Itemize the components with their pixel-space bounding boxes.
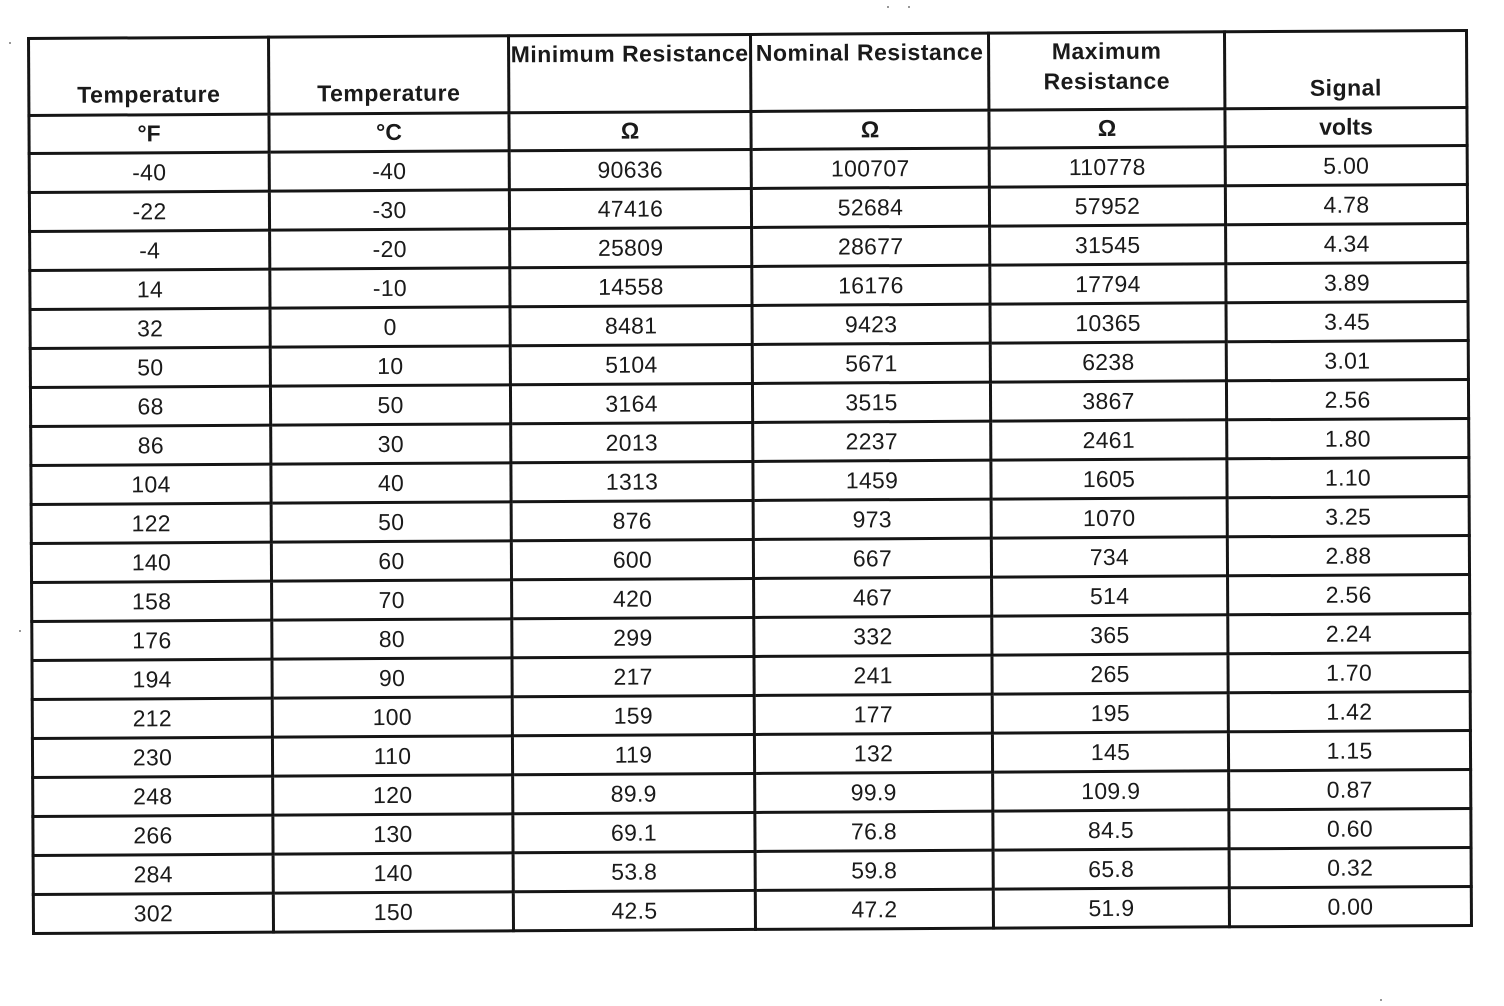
cell-max-resistance: 365 — [992, 615, 1228, 655]
cell-nominal-resistance: 59.8 — [755, 850, 993, 890]
cell-temp-f: 14 — [30, 269, 270, 309]
cell-nominal-resistance: 2237 — [753, 421, 991, 461]
cell-temp-f: 176 — [32, 620, 272, 660]
sensor-resistance-table — [27, 29, 1473, 935]
cell-nominal-resistance: 241 — [754, 655, 992, 695]
cell-temp-f: 140 — [31, 542, 271, 582]
cell-max-resistance: 1070 — [991, 498, 1227, 538]
cell-nominal-resistance: 99.9 — [755, 772, 993, 812]
cell-temp-f: 248 — [33, 776, 273, 816]
cell-min-resistance: 217 — [512, 656, 754, 696]
cell-signal-volts: 0.32 — [1229, 847, 1471, 887]
header-temperature-f: Temperature — [29, 37, 269, 115]
cell-temp-c: 130 — [273, 814, 513, 854]
cell-nominal-resistance: 9423 — [752, 304, 990, 344]
table-body — [29, 145, 1471, 933]
cell-temp-c: 0 — [270, 307, 510, 347]
cell-temp-f: 212 — [32, 698, 272, 738]
table-header — [29, 30, 1468, 153]
cell-signal-volts: 4.34 — [1226, 223, 1468, 263]
unit-fahrenheit: °F — [29, 114, 269, 153]
cell-signal-volts: 1.15 — [1228, 730, 1470, 770]
unit-celsius: °C — [269, 113, 509, 152]
cell-signal-volts: 1.10 — [1227, 457, 1469, 497]
cell-max-resistance: 514 — [992, 576, 1228, 616]
cell-signal-volts: 0.87 — [1229, 769, 1471, 809]
cell-temp-c: 150 — [273, 892, 513, 932]
cell-min-resistance: 3164 — [510, 383, 752, 423]
cell-max-resistance: 145 — [992, 732, 1228, 772]
cell-max-resistance: 17794 — [990, 264, 1226, 304]
cell-max-resistance: 6238 — [990, 342, 1226, 382]
cell-max-resistance: 109.9 — [993, 771, 1229, 811]
cell-max-resistance: 2461 — [991, 420, 1227, 460]
cell-temp-f: 230 — [32, 737, 272, 777]
header-title-row — [29, 30, 1467, 115]
cell-min-resistance: 600 — [511, 539, 753, 579]
unit-volts: volts — [1225, 107, 1467, 146]
cell-temp-f: 194 — [32, 659, 272, 699]
cell-nominal-resistance: 1459 — [753, 460, 991, 500]
cell-temp-f: 50 — [30, 347, 270, 387]
sensor-resistance-table-container — [27, 29, 1470, 935]
cell-nominal-resistance: 28677 — [752, 226, 990, 266]
cell-signal-volts: 4.78 — [1225, 184, 1467, 224]
cell-min-resistance: 420 — [512, 578, 754, 618]
cell-min-resistance: 2013 — [511, 422, 753, 462]
cell-temp-c: 30 — [271, 424, 511, 464]
cell-min-resistance: 119 — [512, 734, 754, 774]
cell-temp-c: 120 — [273, 775, 513, 815]
unit-ohm-maximum: Ω — [989, 109, 1225, 148]
cell-min-resistance: 53.8 — [513, 851, 755, 891]
cell-signal-volts: 0.00 — [1229, 886, 1471, 926]
cell-signal-volts: 3.89 — [1226, 262, 1468, 302]
cell-nominal-resistance: 667 — [753, 538, 991, 578]
cell-temp-c: 40 — [271, 463, 511, 503]
cell-temp-c: 50 — [271, 502, 511, 542]
cell-signal-volts: 5.00 — [1225, 145, 1467, 185]
cell-temp-f: 158 — [32, 581, 272, 621]
cell-min-resistance: 8481 — [510, 305, 752, 345]
cell-nominal-resistance: 47.2 — [755, 889, 993, 929]
cell-signal-volts: 3.25 — [1227, 496, 1469, 536]
cell-temp-c: -10 — [270, 268, 510, 308]
cell-max-resistance: 265 — [992, 654, 1228, 694]
cell-signal-volts: 1.70 — [1228, 652, 1470, 692]
cell-signal-volts: 2.56 — [1226, 379, 1468, 419]
cell-temp-f: 122 — [31, 503, 271, 543]
cell-signal-volts: 1.42 — [1228, 691, 1470, 731]
cell-signal-volts: 1.80 — [1227, 418, 1469, 458]
cell-min-resistance: 5104 — [510, 344, 752, 384]
cell-temp-f: 284 — [33, 854, 273, 894]
cell-temp-f: 302 — [33, 893, 273, 933]
cell-max-resistance: 57952 — [989, 186, 1225, 226]
cell-temp-f: -22 — [29, 191, 269, 231]
cell-temp-f: 104 — [31, 464, 271, 504]
cell-min-resistance: 25809 — [510, 227, 752, 267]
cell-signal-volts: 3.45 — [1226, 301, 1468, 341]
cell-temp-f: 266 — [33, 815, 273, 855]
cell-nominal-resistance: 76.8 — [755, 811, 993, 851]
cell-temp-f: 32 — [30, 308, 270, 348]
cell-temp-c: -20 — [270, 229, 510, 269]
cell-min-resistance: 89.9 — [513, 773, 755, 813]
cell-min-resistance: 876 — [511, 500, 753, 540]
cell-nominal-resistance: 467 — [754, 577, 992, 617]
scan-speck — [19, 630, 21, 632]
cell-max-resistance: 31545 — [990, 225, 1226, 265]
cell-temp-c: 10 — [270, 346, 510, 386]
cell-nominal-resistance: 52684 — [751, 187, 989, 227]
cell-signal-volts: 3.01 — [1226, 340, 1468, 380]
cell-temp-c: 50 — [270, 385, 510, 425]
unit-ohm-minimum: Ω — [509, 111, 751, 150]
cell-nominal-resistance: 973 — [753, 499, 991, 539]
scan-speck — [887, 6, 889, 8]
cell-min-resistance: 42.5 — [513, 890, 755, 930]
cell-nominal-resistance: 3515 — [752, 382, 990, 422]
cell-temp-c: 110 — [272, 736, 512, 776]
cell-temp-c: 60 — [271, 541, 511, 581]
header-maximum-resistance: Maximum Resistance — [988, 32, 1224, 110]
cell-nominal-resistance: 5671 — [752, 343, 990, 383]
header-minimum-resistance: Minimum Resistance — [509, 34, 751, 112]
cell-min-resistance: 90636 — [509, 149, 751, 189]
cell-max-resistance: 734 — [991, 537, 1227, 577]
scan-speck — [908, 6, 910, 8]
cell-max-resistance: 3867 — [990, 381, 1226, 421]
header-nominal-resistance: Nominal Resistance — [750, 33, 988, 111]
cell-min-resistance: 299 — [512, 617, 754, 657]
cell-min-resistance: 1313 — [511, 461, 753, 501]
cell-max-resistance: 84.5 — [993, 810, 1229, 850]
cell-temp-f: 86 — [31, 425, 271, 465]
table-row — [33, 886, 1471, 933]
cell-max-resistance: 1605 — [991, 459, 1227, 499]
cell-temp-c: -30 — [269, 190, 509, 230]
cell-nominal-resistance: 100707 — [751, 148, 989, 188]
cell-max-resistance: 110778 — [989, 147, 1225, 187]
cell-max-resistance: 10365 — [990, 303, 1226, 343]
cell-nominal-resistance: 132 — [754, 733, 992, 773]
cell-temp-f: 68 — [30, 386, 270, 426]
cell-max-resistance: 195 — [992, 693, 1228, 733]
cell-temp-c: 140 — [273, 853, 513, 893]
cell-signal-volts: 0.60 — [1229, 808, 1471, 848]
cell-min-resistance: 14558 — [510, 266, 752, 306]
scan-speck — [9, 42, 11, 44]
cell-temp-c: 80 — [272, 619, 512, 659]
cell-temp-c: 100 — [272, 697, 512, 737]
cell-nominal-resistance: 177 — [754, 694, 992, 734]
cell-max-resistance: 51.9 — [993, 888, 1229, 928]
cell-max-resistance: 65.8 — [993, 849, 1229, 889]
cell-min-resistance: 69.1 — [513, 812, 755, 852]
cell-temp-f: -4 — [30, 230, 270, 270]
header-temperature-c: Temperature — [269, 36, 509, 114]
cell-min-resistance: 159 — [512, 695, 754, 735]
header-signal: Signal — [1224, 30, 1466, 108]
cell-signal-volts: 2.88 — [1227, 535, 1469, 575]
scan-speck — [1380, 999, 1382, 1001]
cell-temp-f: -40 — [29, 152, 269, 192]
cell-signal-volts: 2.24 — [1228, 613, 1470, 653]
cell-temp-c: -40 — [269, 151, 509, 191]
cell-nominal-resistance: 332 — [754, 616, 992, 656]
cell-temp-c: 90 — [272, 658, 512, 698]
cell-signal-volts: 2.56 — [1228, 574, 1470, 614]
cell-nominal-resistance: 16176 — [752, 265, 990, 305]
unit-ohm-nominal: Ω — [751, 110, 989, 149]
cell-min-resistance: 47416 — [509, 188, 751, 228]
cell-temp-c: 70 — [272, 580, 512, 620]
